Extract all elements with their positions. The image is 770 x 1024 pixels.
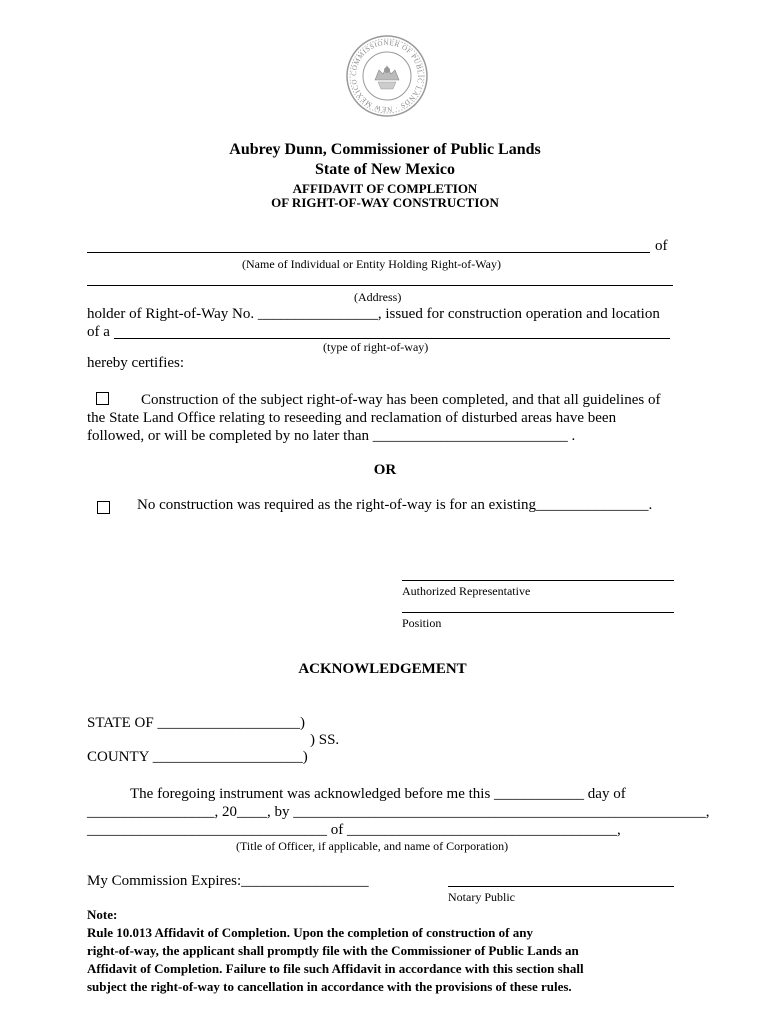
- name-caption: (Name of Individual or Entity Holding Right-of-Way): [242, 257, 501, 271]
- option1-line3: followed, or will be completed by no later than __________________________ .: [87, 428, 576, 444]
- certifies-text: hereby certifies:: [87, 355, 185, 371]
- note-line-4: subject the right-of-way to cancellation in accordance with the provisions of these rules.: [87, 979, 572, 994]
- state-seal-logo: [345, 34, 429, 118]
- authorized-rep-signature-line[interactable]: [402, 580, 674, 581]
- option1-checkbox[interactable]: [96, 392, 109, 405]
- state-of-field: STATE OF ___________________): [87, 715, 305, 731]
- foregoing-text: The foregoing instrument was acknowledged before me this ____________ day of: [130, 786, 626, 802]
- of-a-text: of a: [87, 324, 110, 340]
- officer-of-line: ________________________________ of ____________________________________,: [87, 822, 621, 838]
- notary-label: Notary Public: [448, 890, 515, 904]
- header-form-title-2: OF RIGHT-OF-WAY CONSTRUCTION: [271, 195, 499, 210]
- acknowledgement-title: ACKNOWLEDGEMENT: [298, 661, 467, 677]
- or-text: OR: [373, 462, 397, 478]
- type-field[interactable]: [114, 338, 670, 339]
- notary-signature-line[interactable]: [448, 886, 674, 887]
- option1-line2: the State Land Office relating to reseeding and reclamation of disturbed areas have been: [87, 410, 617, 426]
- note-line-2: right-of-way, the applicant shall promptly file with the Commissioner of Public Lands an: [87, 943, 579, 958]
- authorized-rep-label: Authorized Representative: [402, 584, 531, 598]
- svg-text:COMMISSIONER OF PUBLIC LANDS ·: COMMISSIONER OF PUBLIC LANDS · NEW MEXICO: [349, 38, 425, 114]
- note-line-3: Affidavit of Completion. Failure to file such Affidavit in accordance with this section shall: [87, 961, 584, 976]
- address-field[interactable]: [87, 285, 673, 286]
- note-line-1: Rule 10.013 Affidavit of Completion. Upon the completion of construction of any: [87, 925, 533, 940]
- option1-line1: Construction of the subject right-of-way has been completed, and that all guidelines of: [141, 392, 661, 408]
- name-field[interactable]: [87, 252, 650, 253]
- header-commissioner: Aubrey Dunn, Commissioner of Public Lands: [229, 141, 541, 158]
- address-caption: (Address): [354, 290, 402, 304]
- of-label: of: [655, 238, 668, 254]
- option2-text: No construction was required as the right-of-way is for an existing_______________.: [137, 497, 653, 513]
- commission-expires: My Commission Expires:_________________: [87, 873, 369, 889]
- header-form-title-1: AFFIDAVIT OF COMPLETION: [292, 181, 478, 196]
- ss-text: ) SS.: [310, 732, 340, 748]
- county-field: COUNTY ____________________): [87, 749, 308, 765]
- position-label: Position: [402, 616, 442, 630]
- position-line[interactable]: [402, 612, 674, 613]
- header-state: State of New Mexico: [315, 161, 455, 178]
- holder-text: holder of Right-of-Way No. ________________, issued for construction operation and location: [87, 306, 660, 322]
- type-caption: (type of right-of-way): [323, 340, 429, 354]
- officer-caption: (Title of Officer, if applicable, and name of Corporation): [236, 839, 509, 853]
- note-label: Note:: [87, 907, 118, 922]
- option2-checkbox[interactable]: [97, 501, 110, 514]
- date-by-line: _________________, 20____, by _______________________________________________________,: [87, 804, 710, 820]
